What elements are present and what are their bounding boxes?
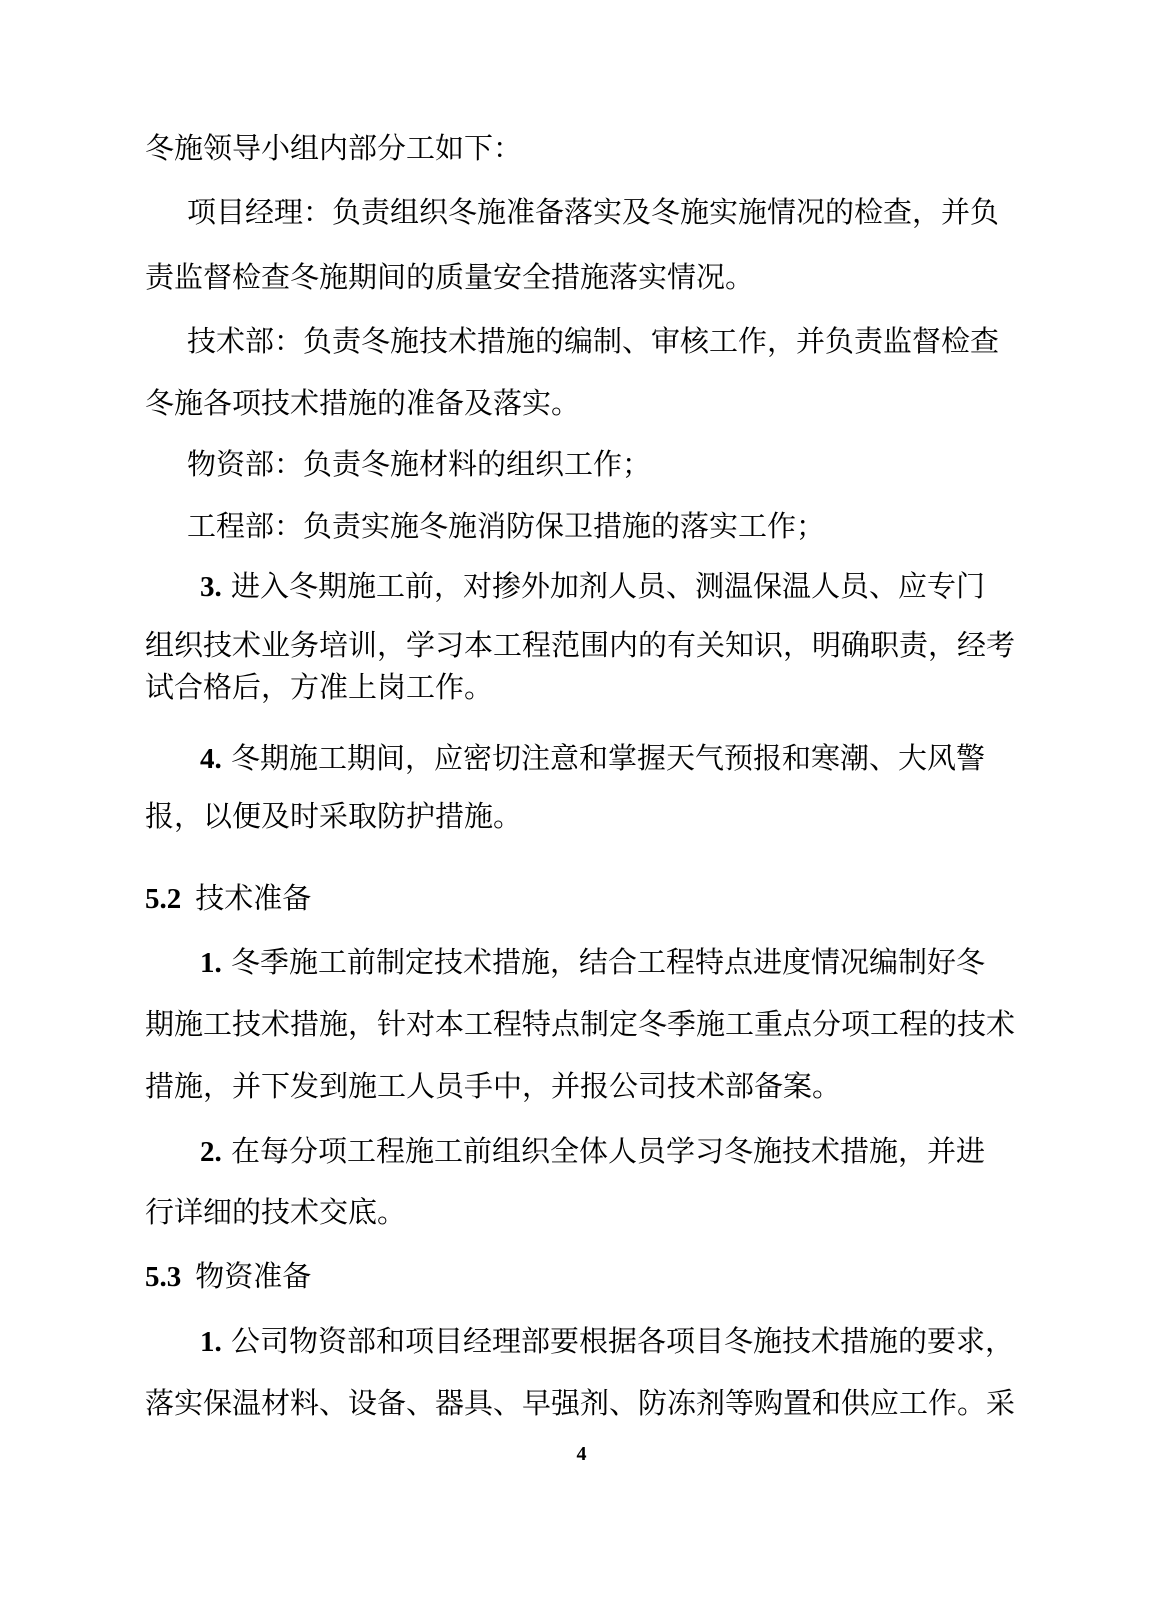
list-item [200, 942, 985, 982]
list-item [200, 738, 985, 778]
text-line: 期施工技术措施，针对本工程特点制定冬季施工重点分项工程的技术 [145, 1007, 1016, 1041]
text-line: 技术部：负责冬施技术措施的编制、审核工作，并负责监督检查 [187, 324, 1000, 358]
text-line: 责监督检查冬施期间的质量安全措施落实情况。 [145, 260, 755, 294]
text-line: 项目经理：负责组织冬施准备落实及冬施实施情况的检查，并负 [187, 195, 1000, 229]
item-text: 冬期施工期间，应密切注意和掌握天气预报和寒潮、大风警 [230, 741, 985, 775]
item-number: 1. [200, 1326, 222, 1358]
page-number: 4 [576, 1443, 587, 1465]
list-item [200, 566, 985, 606]
text-line: 行详细的技术交底。 [145, 1195, 407, 1229]
text-line: 物资部：负责冬施材料的组织工作； [187, 447, 652, 481]
section-number: 5.2 [145, 883, 182, 915]
text-line: 试合格后，方准上岗工作。 [145, 670, 494, 704]
text-line: 冬施各项技术措施的准备及落实。 [145, 386, 581, 420]
text-line: 工程部：负责实施冬施消防保卫措施的落实工作； [187, 509, 826, 543]
text-line: 冬施领导小组内部分工如下： [145, 131, 523, 165]
text-line: 措施，并下发到施工人员手中，并报公司技术部备案。 [145, 1069, 842, 1103]
section-heading [145, 878, 311, 918]
item-number: 4. [200, 743, 222, 775]
section-title: 技术准备 [195, 881, 312, 915]
item-number: 1. [200, 947, 222, 979]
list-item [200, 1131, 985, 1171]
text-line: 报，以便及时采取防护措施。 [145, 799, 523, 833]
item-text: 公司物资部和项目经理部要根据各项目冬施技术措施的要求， [230, 1324, 1014, 1358]
text-line: 组织技术业务培训，学习本工程范围内的有关知识，明确职责，经考 [145, 628, 1016, 662]
item-text: 在每分项工程施工前组织全体人员学习冬施技术措施，并进 [230, 1134, 985, 1168]
item-text: 冬季施工前制定技术措施，结合工程特点进度情况编制好冬 [230, 945, 985, 979]
item-text: 进入冬期施工前，对掺外加剂人员、测温保温人员、应专门 [230, 569, 985, 603]
section-title: 物资准备 [195, 1259, 312, 1293]
section-heading [145, 1256, 311, 1296]
item-number: 2. [200, 1136, 222, 1168]
text-line: 落实保温材料、设备、器具、早强剂、防冻剂等购置和供应工作。采 [145, 1386, 1016, 1420]
list-item [200, 1321, 1014, 1361]
item-number: 3. [200, 571, 222, 603]
section-number: 5.3 [145, 1261, 182, 1293]
